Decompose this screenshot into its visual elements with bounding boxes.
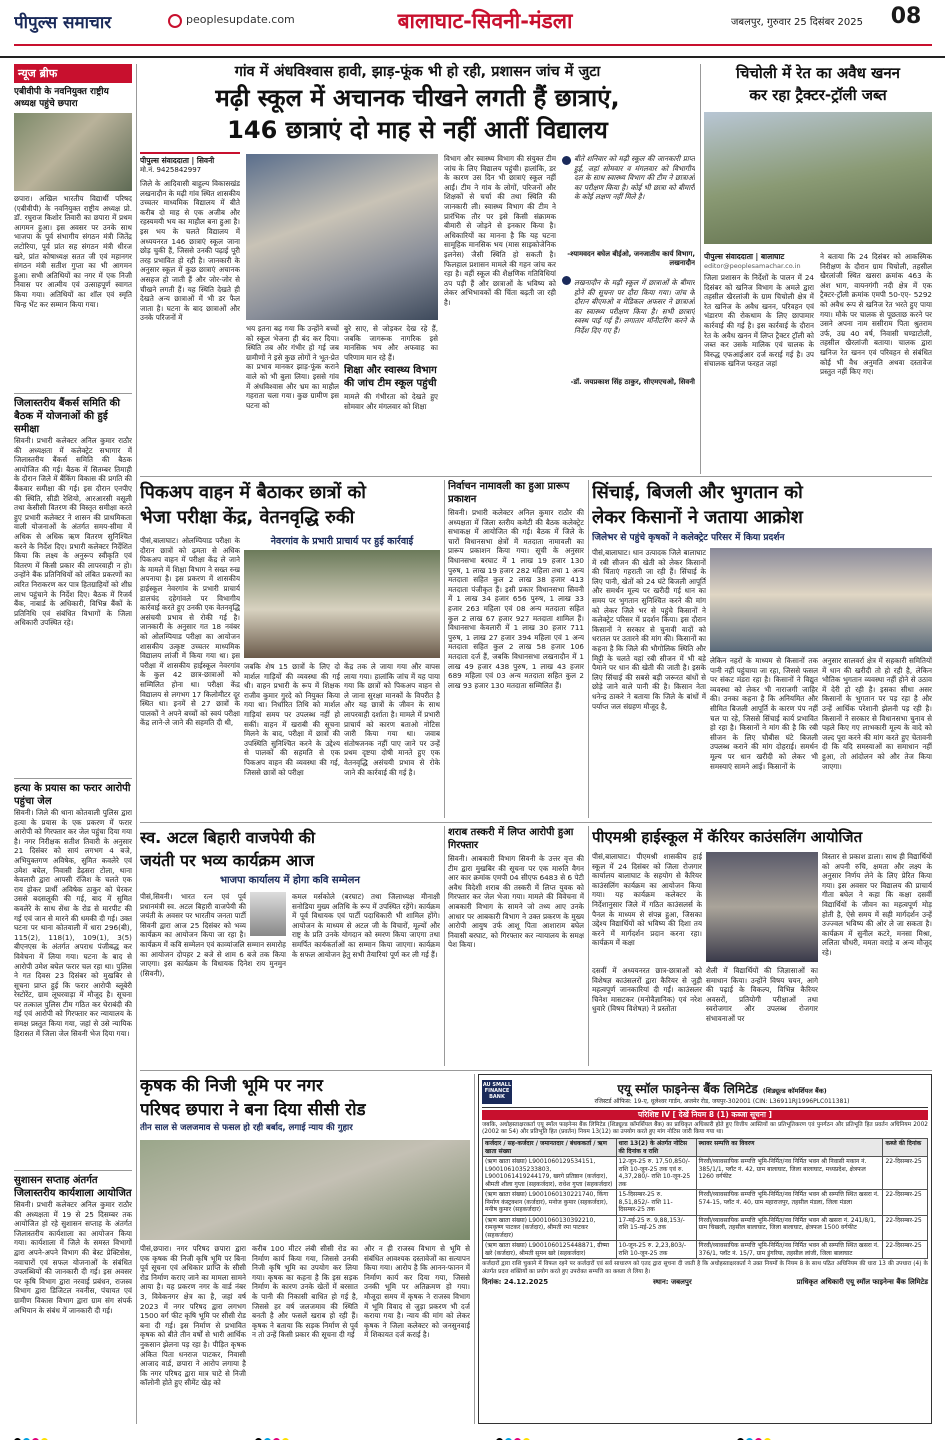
bank-footer: कर्जदारों द्वारा राशि चुकाने में विफल रहने पर कर्जदारों एवं सर्व साधारण को एतद द्वारा सूचना दी जाती है कि अधोहस्ताक्षरकर्ता ने उक्त नियमों के नियम 8 के साथ पठित अधिनियम की धारा 13 की उपधारा (4) के अंतर्गत प्रदत्त शक्तियों का प्रयोग करते हुए उपरोक्त सम्पत्ति का कब्जा ले लिया है। [482, 1261, 928, 1275]
road-headline-2: परिषद छपारा ने बना दिया सीसी रोड [140, 1100, 366, 1120]
lead-story [140, 62, 695, 472]
pickup-photo [244, 550, 440, 658]
table-cell: गिरवी/व्यावसायिक सम्पत्ति भूमि-निर्मित/नव निर्मित भवन श्री खसरा नं. 241/8/1, ग्राम चिखली, तहसील बालाघाट, जिला बालाघाट, क्षेत्रफल 1500 वर्गफीट [696, 1215, 883, 1241]
quote-icon [562, 276, 571, 285]
lead-mobile: मो.नं. 9425842997 [140, 166, 202, 174]
brief-2-headline: जिलास्तरीय बैंकर्स समिति की बैठक में योजनाओं की हुई समीक्षा [14, 393, 132, 436]
farmers-col-1: पीसं,बालाघाट। धान उत्पादक जिले बालाघाट में रबी सीजन की खेती को लेकर किसानों की चिंताएं गहराती जा रही हैं। सिंचाई के लिए पानी, खेतों को 24 घंटे बिजली आपूर्ति और समर्थन मूल्य पर खरीदी गई धान का समय पर भुगतान सुनिश्चित करने की मांग को लेकर जिले भर से पहुंचे किसानों ने कलेक्ट्रेट परिसर में प्रदर्शन किया। इस दौरान किसानों ने सरकार से चुनावी वादों को धरातल पर उतारने की मांग की। किसानों का कहना है कि जिले की भौगोलिक स्थिति और मिट्टी के चलते यहां रबी सीजन में भी बड़े पैमाने पर धान की खेती की जाती है। इसके लिए सिंचाई की सबसे बड़ी जरूरत बांधों से छोड़े जाने वाले पानी की है। किसान नेता धनेन्द्र ठाकरे ने बताया कि जिले के बांधों में पर्याप्त जल संग्रहण मौजूद है, [592, 548, 706, 711]
tractor-story [704, 62, 932, 472]
pickup-col-2: जबकि शेष 15 छात्रों के लिए दो मार्शल गाड़ियों की व्यवस्था की गई थी। वाहन प्रभारी के रूप में शिक्षक राजीव कुमार गुरदे को नियुक्त किया गया था। निर्धारित तिथि को मार्शल गाड़ियां समय पर उपलब्ध नहीं हो सकीं। वाहन में खराबी की सूचना मिलने के बाद, परीक्षा में छात्रों की उपस्थिति सुनिश्चित करने के उद्देश्य से पालकों की सहमति से एक पिकअप वाहन की व्यवस्था की गई, जिससे छात्रों को परीक्षा [244, 662, 340, 777]
bank-signatory: प्राधिकृत अधिकारी एयू स्मॉल फाइनेन्स बैंक लिमिटेड [796, 1277, 928, 1286]
bank-logo: AU SMALL FINANCE BANK [482, 1080, 512, 1104]
table-cell: (ऋण खाता संख्या) L9001060130392210, रामकृष्ण पाटकर (कर्जदार), श्रीमती रमा पाटकर (सहकर्जदार) [483, 1215, 617, 1241]
table-cell: गिरवी/व्यावसायिक सम्पत्ति भूमि-निर्मित/नव निर्मित भवन श्री निवासी मकान नं. 385/1/1, प्लॉट नं. 42, ग्राम बालाघाट, जिला बालाघाट, मध्यप्रदेश, क्षेत्रफल 1260 वर्गफीट [696, 1157, 883, 1190]
table-cell: गिरवी/व्यावसायिक सम्पत्ति भूमि-निर्मित/नव निर्मित भवन श्री सम्पत्ति स्थित खसरा नं. 574-15, प्लॉट नं. 40, ग्राम महाराजपुर, तहसील मंडला, जिला मंडला [696, 1190, 883, 1216]
quote-2-text: लखनादौन के मढ़ी स्कूल में छात्राओं के बीमार होने की सूचना पर दौरा किया गया। जांच के दौरान बीएमओ व मेडिकल अफसर ने छात्राओं का स्वास्थ्य परीक्षण किया है। सभी छात्राएं स्वस्थ पाई गई हैं। लगातार मॉनीटरिंग करने के निर्देश दिए गए हैं। [574, 278, 695, 335]
liquor-headline: शराब तस्करी में लिप्त आरोपी हुआ गिरफ्तार [448, 827, 574, 851]
bank-notice [478, 1074, 932, 1424]
road-photo [140, 1140, 470, 1240]
farmers-photo [710, 548, 932, 652]
brief-4-headline: सुशासन सप्ताह अंतर्गत जिलास्तरीय कार्यशाला आयोजित [14, 1170, 132, 1200]
pmshri-col-3: शैली में विद्यार्थियों की जिज्ञासाओं का समाधान किया। उन्होंने विषय चयन, आगे की पढ़ाई के विकल्प, विभिन्न कैरियर अवसरों, प्रतियोगी परीक्षाओं तथा स्वरोजगार और उपलब्ध रोजगार संभावनाओं पर [706, 966, 818, 1023]
news-brief-tag: न्यूज ब्रीफ [14, 64, 132, 83]
brief-1-text: छपारा। अखिल भारतीय विद्यार्थी परिषद (एबीवीपी) के नवनियुक्त राष्ट्रीय अध्यक्ष प्रो. डॉ. रघुराज किशोर तिवारी का छपारा में प्रथम आगमन हुआ। इस अवसर पर उनके साथ भाजपा के पूर्व संभागीय संगठन मंत्री जितेंद्र लटोरिया, पूर्व प्रांत सह संगठन मंत्री धीरज खरे, प्रांत कोषाध्यक्ष सतत जी एवं महानगर संगठन मंत्री सतीश गुप्ता का भी आगमन हुआ। सभी अतिथियों का नगर में एक निजी निवास पर आत्मीय एवं उत्साहपूर्ण स्वागत किया गया। अतिथियों का शॉल एवं स्मृति चिन्ह भेंट कर सम्मान किया गया। [14, 194, 132, 309]
lead-headline-2: 146 छात्राएं दो माह से नहीं आतीं विद्यालय [227, 116, 608, 144]
lead-subhead: शिक्षा और स्वास्थ्य विभाग की जांच टीम स्कूल पहुंची [344, 365, 437, 389]
lead-col-1: जिले के आदिवासी बाहुल्य विकासखंड लखनादौन के मढ़ी गांव स्थित शासकीय उच्चतर माध्यमिक विद्यालय में बीते करीब दो माह से एक अजीब और रहस्यमयी भय का माहौल बना हुआ है। इस भय के चलते विद्यालय में अध्ययनरत 146 छात्राएं स्कूल जाना छोड़ चुकी हैं, जिससे उनकी पढ़ाई पूरी तरह प्रभावित हो रही है। जानकारी के अनुसार स्कूल में कुछ छात्राएं अचानक असहज हो जाती हैं और जोर-जोर से चीखने लगती हैं। यह स्थिति देखते ही देखते अन्य छात्राओं में भी डर फैल जाता है। घटना के बाद छात्राओं और उनके परिजनों में [140, 179, 240, 323]
tractor-headline-2: कर रहा ट्रैक्टर-ट्रॉली जब्त [749, 86, 887, 104]
bank-intro: जबकि, अधोहस्ताक्षरकर्ता एयू स्मॉल फाइनेन्स बैंक लिमिटेड (शिड्यूल्ड कॉमर्शियल बैंक) का प्राधिकृत अधिकारी होते हुए वित्तीय आस्तियों का प्रतिभूतिकरण एवं पुनर्गठन और प्रतिभूति हित प्रवर्तन अधिनियम 2002 (2002 का 54) और प्रतिभूति हित (प्रवर्तन) नियम 13(12) का उपयोग करते हुए मांग नोटिस जारी किया गया था। [482, 1122, 928, 1136]
table-cell: (ऋण खाता संख्या) L9001060125448871, ग्रीष्मा खरे (कर्जदार), श्रीमती सुमन खरे (सहकर्जदार) [483, 1241, 617, 1259]
table-row [483, 1215, 928, 1241]
lead-col-2: भय इतना बढ़ गया कि उन्होंने बच्चों को स्कूल भेजना ही बंद कर दिया। स्थिति तब और गंभीर हो गई जब ग्रामीणों ने इसे कुछ लोगों ने भूत-प्रेत का प्रभाव मानकर झाड़-फूंक कराने वाले को भी बुला लिया। इससे गांव में अंधविश्वास और भ्रम का माहौल गहराता चला गया। कुछ ग्रामीण इस घटना को [246, 324, 339, 410]
bank-title: एयू स्मॉल फाइनेन्स बैंक लिमिटेड [617, 1082, 758, 1096]
website-url: peoplesupdate.com [186, 13, 295, 26]
lead-col-4: विभाग और स्वास्थ्य विभाग की संयुक्त टीम जांच के लिए विद्यालय पहुंची। हालांकि, डर के कारण उस दिन भी छात्राएं स्कूल नहीं आईं। टीम ने गांव के लोगों, परिजनों और शिक्षकों से चर्चा की तथा स्थिति की जानकारी ली। स्वास्थ्य विभाग की टीम ने प्रारंभिक तौर पर इसे किसी संक्रामक बीमारी से जोड़ने से इनकार किया है। अधिकारियों का मानना है कि यह घटना सामूहिक मानसिक भय (मास साइकोजेनिक इलनेस) जैसी स्थिति हो सकती है। फिलहाल प्रशासन मामले की गहन जांच कर रहा है। वहीं स्कूल की शैक्षणिक गतिविधियां ठप पड़ी हैं और छात्राओं के भविष्य को लेकर अभिभावकों की चिंता बढ़ती जा रही है। [444, 154, 556, 307]
atal-col-1: पीसं,सिवनी। भारत रत्न एवं पूर्व प्रधानमंत्री स्व. अटल बिहारी वाजपेयी की जयंती के अवसर पर भारतीय जनता पार्टी सिवनी द्वारा आज 25 दिसंबर को भव्य कार्यक्रम का आयोजन किया जा रहा है। कार्यक्रम में कवि सम्मेलन एवं काव्यांजलि सम्मान समारोह का आयोजन दोपहर 2 बजे से शाम 6 बजे तक किया जाएगा। इस कार्यक्रम के विधायक दिनेश राय मुनमुन (सिवनी), [140, 892, 286, 978]
table-cell: 22-दिसम्बर-25 [883, 1215, 928, 1241]
liquor-story [448, 826, 584, 1066]
table-cell: 17-मई-25 रु. 9,88,153/- राशि 15-मई-25 तक [616, 1215, 696, 1241]
road-story [140, 1074, 470, 1424]
table-cell: 12-जून-25 रु. 17,50,850/- राशि 10-जून-25 तक एवं रु. 4,37,280/- राशि 10-जून-25 तक [616, 1157, 696, 1190]
pickup-col-3: केंद्र तक ले जाया गया और वापस लाया गया। हालांकि जांच में यह पाया गया कि छात्रों को पिकअप वाहन से ले जाना सुरक्षा मानकों के विपरीत है और यह छात्रों के जीवन के साथ लापरवाही दर्शाता है। मामले में प्रभारी प्राचार्य को कारण बताओ नोटिस जारी किया गया था। जवाब संतोषजनक नहीं पाए जाने पर उन्हें प्रथम दृष्टया दोषी मानते हुए एक वेतनवृद्धि असंचयी प्रभाव से रोके जाने की कार्रवाई की गई है। [344, 662, 440, 777]
lead-kicker: गांव में अंधविश्वास हावी, झाड़-फूंक भी हो रही, प्रशासन जांच में जुटा [234, 64, 601, 80]
brief-1-headline: एबीवीपी के नवनियुक्त राष्ट्रीय अध्यक्ष पहुंचे छपारा [14, 87, 109, 109]
bank-table [482, 1138, 928, 1259]
road-headline-1: कृषक की निजी भूमि पर नगर [140, 1076, 323, 1096]
farmers-col-3: अनुसार सालवर्रा क्षेत्र में सहकारी समितियों में धान की खरीदी तो हो रही है, लेकिन भौतिक भुगतान व्यवस्था नहीं होने से उठाव में देरी हो रही है। इसका सीधा असर किसानों के भुगतान पर पड़ रहा है और उन्हें आर्थिक परेशानी झेलनी पड़ रही है। किसानों ने सरकार से विधानसभा चुनाव से पहले किए गए लाभकारी मूल्य के वादे को जल्द पूरा करने की मांग करते हुए चेतावनी दी कि यदि समस्याओं का समाधान नहीं हुआ, तो आंदोलन को और तेज किया जाएगा। [822, 656, 932, 771]
farmers-headline-2: लेकर किसानों ने जताया आक्रोश [592, 507, 803, 528]
newspaper-logo: पीपुल्स समाचार [14, 13, 112, 33]
table-row [483, 1241, 928, 1259]
pmshri-headline: पीएमश्री हाईस्कूल में कॅरियर काउंसलिंग आयोजित [592, 828, 863, 846]
table-header: स्थावर सम्पत्ति का विवरण [696, 1139, 883, 1157]
news-brief-column [14, 64, 132, 1424]
section-title: बालाघाट-सिवनी-मंडला [397, 9, 573, 33]
farmers-subhead: जिलेभर से पहुंचे कृषकों ने कलेक्ट्रेट परिसर में किया प्रदर्शन [592, 533, 785, 543]
bank-annex: परिशिष्ट IV [ देखें नियम 8 (1) कब्जा सूचना ] [482, 1110, 928, 1120]
atal-portrait [250, 892, 286, 936]
tractor-photo [704, 112, 932, 244]
liquor-text: सिवनी। आबकारी विभाग सिवनी के उत्तर वृत्त की टीम द्वारा मुखबिर की सूचना पर एक मारुति वैगन आर कार क्रमांक एमपी 04 सीएफ 6483 से 6 पेटी अवैध विदेशी शराब की तस्करी में लिप्त युवक को गिरफ्तार कर जेल भेजा गया। मामले की विवेचना में आबकारी विभाग के सामने जो तथ्य आए उनके आधार पर आबकारी विभाग ने उक्त प्रकरण के मुख्य आरोपी आयुष उर्फ आशू पिता आशाराम बघेल निवासी बरघाट, को गिरफ्तार कर न्यायालय के समक्ष पेश किया। [448, 854, 584, 950]
bank-title-suffix: (शिड्यूल्ड कॉमर्शियल बैंक) [762, 1087, 827, 1095]
table-header: कब्जे की दिनांक [883, 1139, 928, 1157]
voter-headline: निर्वाचन नामावली का हुआ प्रारूप प्रकाशन [448, 481, 570, 505]
atal-headline-2: जयंती पर भव्य कार्यक्रम आज [140, 851, 315, 870]
table-cell: 22-दिसम्बर-25 [883, 1157, 928, 1190]
table-cell: गिरवी/व्यावसायिक सम्पत्ति भूमि-निर्मित/नव निर्मित भवन श्री सम्पत्ति स्थित खसरा नं. 376/1, प्लॉट नं. 15/7, ग्राम डुंगरिया, तहसील लांजी, जिला बालाघाट [696, 1241, 883, 1259]
masthead [0, 0, 945, 58]
table-cell: 22-दिसम्बर-25 [883, 1241, 928, 1259]
road-col-3: और न ही राजस्व विभाग से भूमि से संबंधित आवश्यक दस्तावेजों का सत्यापन किया गया। आरोप है कि आनन-फानन में निर्माण कार्य कर दिया गया, जिससे उनकी भूमि पर अतिक्रमण हो गया। मौजूदा समय में कृषक ने राजस्व विभाग में भूमि विवाद से जुड़ा प्रकरण भी दर्ज कराया गया है। न्याय की मांग को लेकर कृषक ने जिला कलेक्टर को जनसुनवाई में शिकायत दर्ज कराई है। [364, 1244, 470, 1340]
pickup-headline-1: पिकअप वाहन में बैठाकर छात्रों को [140, 482, 366, 503]
brief-1-photo [14, 113, 132, 191]
tractor-byline: पीपुल्स संवाददाता | बालाघाट [704, 252, 785, 261]
brief-2-text: सिवनी। प्रभारी कलेक्टर अनिल कुमार राठौर की अध्यक्षता में कलेक्ट्रेट सभागार में जिलास्तरीय बैंकर्स समिति की बैठक आयोजित की गई। बैठक में सितम्बर तिमाही के दौरान जिले में बैंकिंग विकास की प्रगति की बैंकवार समीक्षा की गई। इस दौरान एनपीए की स्थिति, सीडी रेशियो, आरआरसी वसूली तथा केसीसी वितरण की विस्तृत समीक्षा करते हुए प्रभारी कलेक्टर ने शासन की प्राथमिकता वाली योजनाओं के अंतर्गत समय-सीमा में अधिक से अधिक ऋण वितरण सुनिश्चित करने के निर्देश दिए। प्रभारी कलेक्टर निर्देशित किया कि लक्ष्य के अनुरूप स्वीकृति एवं वितरण में किसी प्रकार की लापरवाही न हो। उन्होंने बैंक प्रतिनिधियों को लंबित प्रकरणों का त्वरित निराकरण कर पात्र हितग्राहियों को शीघ्र लाभ पहुंचाने के निर्देश दिए। बैठक में रिजर्व बैंक, नाबार्ड के अधिकारी, विभिन्न बैंकों के प्रतिनिधि एवं संबंधित विभागों के जिला अधिकारी उपस्थित रहे। [14, 436, 132, 628]
issue-date: जबलपुर, गुरुवार 25 दिसंबर 2025 [730, 17, 863, 28]
lead-col-3: बुरे साए, से जोड़कर देख रहे हैं, जबकि जागरूक नागरिक इसे मानसिक भय और अफवाह का परिणाम मान रहे हैं। [344, 324, 438, 362]
brief-3-headline: हत्या के प्रयास का फरार आरोपी पहुंचा जेल [14, 778, 132, 808]
bank-place: स्थान: जबलपुर [652, 1277, 692, 1286]
lead-photo [246, 154, 438, 320]
table-cell: 15-दिसम्बर-25 रु. 8,51,852/- राशि 11-दिसम्बर-25 तक [616, 1190, 696, 1216]
tractor-headline-1: चिचोली में रेत का अवैध खनन [736, 64, 900, 82]
pickup-story [140, 480, 440, 818]
page-number: 08 [890, 4, 922, 29]
brief-3-text: सिवनी। जिले की थाना कोतवाली पुलिस द्वारा हत्या के प्रयास के एक प्रकरण में फरार आरोपी को गिरफ्तार कर जेल पहुंचा दिया गया है। नगर निरीक्षक सतीश तिवारी के अनुसार 21 दिसंबर को सायं लगभग 4 बजे, अभियुक्तगण अविषेक, सुमित कवलेरे एवं उमेश बघेल, निवासी डेढ़सरा टोला, थाना केवलारी द्वारा आपसी रंजिश के चलते एक राय होकर प्रार्थी अविषेक ठाकुर को घेरकर उससे बदसलूकी की गई, बाद में सुमित कवलेरे के साथ सेंधा के रोड से मारपीट की गई एवं जान से मारने की धमकी दी गई। उक्त घटना पर थाना कोतवाली में धारा 296(बी), 115(2), 118(1), 109(1), 3(5) बीएनएस के अंतर्गत अपराध पंजीबद्ध कर विवेचना में लिया गया। घटना के बाद से आरोपी उमेश बघेल फरार चल रहा था। पुलिस ने गत दिवस 23 दिसंबर को मुखबिर से सूचना प्राप्त हुई कि फरार आरोपी ब्लूबेरी रेस्टोरेंट, ग्राम लूघरवाड़ा में मौजूद है। सूचना पर तत्काल पुलिस टीम गठित कर घेराबंदी की गई एवं आरोपी को गिरफ्तार कर न्यायालय के समक्ष प्रस्तुत किया गया, जहां से उसे न्यायिक हिरासत में जिला जेल सिवनी भेज दिया गया। [14, 808, 132, 1038]
globe-icon [168, 14, 182, 28]
quote-1-text: बीते शनिवार को मढ़ी स्कूल की जानकारी प्राप्त हुई, जहां सोमवार व मंगलवार को विभागीय दल के साथ स्वास्थ्य विभाग की टीम ने छात्राओं का परीक्षण किया है। कोई भी छात्रा को बीमारी के कोई लक्षण नहीं मिले है। [574, 154, 695, 202]
quote-2-author: -डॉ. जयप्रकाश सिंह ठाकुर, सीएमएचओ, सिवनी [570, 378, 695, 386]
pmshri-col-1: पीसं,बालाघाट। पीएमश्री शासकीय हाई स्कूल में 24 दिसंबर को जिला रोजगार कार्यालय बालाघाट के सहयोग से कैरियर काउंसलिंग कार्यक्रम का आयोजन किया गया। यह कार्यक्रम कलेक्टर के निर्देशानुसार जिले में गठित काउंसलर्स के पैनल के माध्यम से संपन्न हुआ, जिसका उद्देश्य विद्यार्थियों को भविष्य की दिशा तय करने में मार्गदर्शन प्रदान करना रहा। कार्यक्रम में कक्षा [592, 852, 702, 948]
farmers-story [592, 480, 932, 818]
table-cell: 10-जून-25 रु. 2,23,803/- राशि 10-जून-25 तक [616, 1241, 696, 1259]
pmshri-col-2: दसवीं में अध्ययनरत छात्र-छात्राओं को विशेषज्ञ काउंसलरों द्वारा कैरियर से जुड़ी महत्वपूर्ण जानकारियां दी गईं। काउंसलर चिनेश मासटकर (मनोवैज्ञानिक) एवं नरेश धुवारे (विषय विशेषज्ञ) ने प्रस्तोता [592, 966, 702, 1014]
road-col-2: करीब 100 मीटर लंबी सीसी रोड का निर्माण कार्य किया गया, जिससे उनकी निजी कृषि भूमि का उपयोग कर लिया गया। कृषक का कहना है कि इस सड़क निर्माण के कारण उनके खेतों में बरसात के पानी की निकासी बाधित हो गई है, जिससे हर वर्ष जलजमाव की स्थिति बनती है और फसलें खराब हो रही हैं। कृषक ने बताया कि सड़क निर्माण से पूर्व न तो उन्हें किसी प्रकार की सूचना दी गई [252, 1244, 358, 1340]
pickup-headline-2: भेजा परीक्षा केंद्र, वेतनवृद्धि रुकी [140, 507, 355, 528]
lead-headline-1: मढ़ी स्कूल में अचानक चीखने लगती हैं छात्राएं, [215, 84, 620, 112]
quote-icon [562, 156, 571, 165]
voter-list-story [448, 480, 584, 818]
road-col-1: पीसं,छपारा। नगर परिषद छपारा द्वारा एक कृषक की निजी कृषि भूमि पर बिना पूर्व सूचना एवं अधिकार प्राप्ति के सीसी रोड निर्माण कराए जाने का मामला सामने आया है। यह प्रकरण नगर के वार्ड नंबर 3, विवेकनगर क्षेत्र का है, जहां वर्ष 2023 में नगर परिषद द्वारा लगभग 1500 वर्ग फीट कृषि भूमि पर सीसी रोड बना दी गई। इस निर्माण से प्रभावित कृषक को बीते तीन वर्षों से भारी आर्थिक नुकसान झेलना पड़ रहा है। पीड़ित कृषक अंकित पिता धनराज पाटकर, निवासी आजाद वार्ड, छपारा ने आरोप लगाया है कि नगर परिषद द्वारा मात्र चाटे से निजी कॉलोनी होते हुए सीमेंट खेड़ को [140, 1244, 246, 1388]
table-cell: (ऋण खाता संख्या) L9001060130221740, किंगा निर्माण कंस्ट्रक्शन (कर्जदार), मनोज कुमार (सहकर्जदार), मनीष कुमार (सहकर्जदार) [483, 1190, 617, 1216]
pickup-col-1: पीसं,बालाघाट। ओलम्पियाड परीक्षा के दौरान छात्रों को ढ़मता से अधिक पिकअप वाहन में परीक्षा केंद्र ले जाने के मामले में शिक्षा विभाग ने सख्त रुख अपनाया है। इस प्रकरण में शासकीय हाईस्कूल नेवरगांव के प्रभारी प्राचार्य डालचंद दहेगांवले पर विभागीय कार्रवाई करते हुए उनकी एक वेतनवृद्धि असंचयी प्रभाव से रोकी गई है। जानकारी के अनुसार गत 18 नवंबर को ओलम्पियाड परीक्षा का आयोजन शासकीय उत्कृष्ट उच्चतर माध्यमिक विद्यालय लांजी में किया गया था। इस परीक्षा में शासकीय हाईस्कूल नेवरगांव के कुल 42 छात्र-छात्राओं को सम्मिलित होना था। परीक्षा केंद्र विद्यालय से लगभग 17 किलोमीटर दूर स्थित था। इनमें से 27 छात्रों के पालकों ने अपने बच्चों को स्वयं परीक्षा केंद्र लाने-ले जाने की सहमति दी थी, [140, 536, 240, 728]
voter-text: सिवनी। प्रभारी कलेक्टर अनिल कुमार राठौर की अध्यक्षता में जिला स्तरीय कमेटी की बैठक कलेक्ट्रेट सभाकक्ष में आयोजित की गई। बैठक में जिले के चारों विधानसभा क्षेत्रों में मतदाता नामावली का प्रारूप प्रकाशन किया गया। सूची के अनुसार विधानसभा बरघाट में 1 लाख 19 हजार 130 पुरुष, 1 लाख 19 हजार 282 महिला तथा 1 अन्य मतदाता सहित कुल 2 लाख 38 हजार 413 मतदाता पंजीकृत हैं। इसी प्रकार विधानसभा सिवनी में 1 लाख 34 हजार 656 पुरुष, 1 लाख 33 हजार 263 महिला एवं 08 अन्य मतदाता सहित कुल 2 लाख 67 हजार 927 मतदाता शामिल हैं। विधानसभा केवलारी में 1 लाख 30 हजार 711 पुरुष, 1 लाख 27 हजार 394 महिला एवं 1 अन्य मतदाता सहित कुल 2 लाख 58 हजार 106 मतदाता दर्ज हैं, जबकि विधानसभा लखनादौन में 1 लाख 49 हजार 438 पुरुष, 1 लाख 43 हजार 689 महिला एवं 03 अन्य मतदाता सहित कुल 2 लाख 93 हजार 130 मतदाता सम्मिलित हैं। [448, 508, 584, 690]
quote-1-author: -श्यामवदन बघेल बीईओ, जनजातीय कार्य विभाग, लखनादौन [567, 250, 695, 267]
table-cell: 22-दिसम्बर-25 [883, 1190, 928, 1216]
brief-4-text: सिवनी। प्रभारी कलेक्टर अनिल कुमार राठौर की अध्यक्षता में 19 से 25 दिसम्बर तक आयोजित हो रहे सुशासन सप्ताह के अंतर्गत जिलास्तरीय कार्यशाला का आयोजन किया गया। कार्यशाला में जिले के समस्त विभागों द्वारा अपने-अपने विभाग की बेस्ट प्रेक्टिसेस, नवाचारों एवं सफल योजनाओं के संबंधित उपलब्धियों की जानकारी दी गई। इस अवसर पर कृषि विभाग द्वारा नरवाई प्रबंधन, राजस्व विभाग द्वारा डिजिटल नवनीस, पंचायत एवं ग्रामीण विकास विभाग द्वारा ग्राम संग संपर्क अभियान के संबंध में जानकारी दी गई। [14, 1200, 132, 1315]
table-header: धारा 13(2) के अंतर्गत नोटिस की दिनांक व राशि [616, 1139, 696, 1157]
pickup-subhead: नेवरगांव के प्रभारी प्राचार्य पर हुई कार्रवाई [270, 536, 414, 547]
table-cell: (ऋण खाता संख्या) L9001060129534151, L9001061035233803, L9001061419244179, खरगे प्रतिष्ठान (कर्जदार), श्रीमती शीला गुप्ता (सहकर्जदार), राधेश गुप्ता (सहकर्जदार) [483, 1157, 617, 1190]
bank-address: रजिस्टर्ड ऑफिस: 19-ए, धूलेश्वर गार्डन, अजमेर रोड, जयपुर-302001 (CIN: L36911RJ1996PLC011381) [594, 1098, 850, 1105]
atal-story [140, 826, 440, 1066]
table-header: कर्जदार / सह-कर्जदार / जमानतदार / बंधककर्ता / ऋण खाता संख्या [483, 1139, 617, 1157]
atal-headline-1: स्व. अटल बिहारी वाजपेयी की [140, 828, 316, 847]
registration-marks [14, 1430, 932, 1440]
lead-col-3-cont: मामले की गंभीरता को देखते हुए सोमवार और मंगलवार को शिक्षा [344, 392, 438, 411]
atal-col-2: कमल मर्सकोले (बरघाट) तथा जिलाध्यक्ष मीनाक्षी सनोडिया मुख्य अतिथि के रूप में उपस्थित रहेंगे। कार्यक्रम में पूर्व विधायक एवं पार्टी पदाधिकारी भी शामिल होंगे। आयोजन के माध्यम से अटल जी के विचारों, मूल्यों और राष्ट्र के प्रति उनके योगदान को स्मरण किया जाएगा तथा समर्पित कार्यकर्ताओं का सम्मान किया जाएगा। कार्यक्रम के सफल आयोजन हेतु सभी तैयारियां पूर्ण कर ली गई हैं। [292, 892, 440, 959]
tractor-col-2: ने बताया कि 24 दिसंबर को आकस्मिक निरीक्षण के दौरान ग्राम चिचोली, तहसील खैरलांजी स्थित खसरा क्रमांक 463 के अंश भाग, वायनगंगी नदी क्षेत्र में एक ट्रैक्टर-ट्रॉली क्रमांक एमपी 50-एए- 5292 को अवैध रूप से खनिज रेत भरते हुए पाया गया। मौके पर चालक से पूछताछ करने पर उसने अपना नाम ससीराम पिता श्रुतराम उर्फ, उम्र 40 वर्ष, निवासी चण्डाटोली, तहसील खैरलांजी बताया। चालक द्वारा खनिज रेत खनन एवं परिवहन से संबंधित कोई भी वैध अनुमति अथवा दस्तावेज प्रस्तुत नहीं किए गए। [820, 252, 932, 377]
road-subhead: तीन साल से जलजमाव से फसल हो रही बर्बाद, लगाई न्याय की गुहार [140, 1123, 353, 1133]
table-row [483, 1157, 928, 1190]
pmshri-col-4: विस्तार से प्रकाश डाला। साथ ही विद्यार्थियों को अपनी रुचि, क्षमता और लक्ष्य के अनुसार निर्णय लेने के लिए प्रेरित किया गया। इस अवसर पर विद्यालय की प्राचार्य गीता बघेल ने कहा कि कक्षा दसवीं विद्यार्थियों के जीवन का महत्वपूर्ण मोड़ होती है, ऐसे समय में सही मार्गदर्शन उन्हें उज्ज्वल भविष्य की ओर ले जा सकता है। कार्यक्रम में सुनील कटरे, मनसा मिश्रा, ललिता चौधरी, ममता वराड़े व अन्य मौजूद रहे। [822, 852, 932, 957]
table-row [483, 1190, 928, 1216]
bank-date: दिनांक: 24.12.2025 [482, 1277, 549, 1286]
masthead-rule [14, 44, 932, 46]
pmshri-photo [706, 852, 818, 962]
pmshri-story [592, 826, 932, 1066]
lead-byline: पीपुल्स संवाददाता | सिवनी [140, 152, 240, 166]
tractor-email: editor@peoplesamachar.co.in [704, 262, 801, 270]
tractor-col-1: जिला प्रशासन के निर्देशों के पालन में 24 दिसंबर को खनिज विभाग के अमले द्वारा तहसील खैरलांजी के ग्राम चिचोली क्षेत्र में रेत खनिज के अवैध खनन, परिवहन एवं भंडारण की रोकथाम के लिए छापामार कार्रवाई की गई है। इस कार्रवाई के दौरान रेत के अवैध खनन में लिप्त ट्रैक्टर ट्रॉली को जब्त कर उसके मालिक एवं चालक के विरुद्ध एफआईआर दर्ज कराई गई है। उप संचालक खनिज फरहत जहां [704, 273, 814, 369]
farmers-headline-1: सिंचाई, बिजली और भुगतान को [592, 482, 803, 503]
atal-subhead: भाजपा कार्यालय में होगा कवि सम्मेलन [220, 875, 360, 886]
farmers-col-2: लेकिन नहरों के माध्यम से किसानों तक पानी नहीं पहुंचाया जा रहा, जिससे फसल पर संकट मंडरा रहा है। किसानों ने विद्युत व्यवस्था को लेकर भी नाराजगी जाहिर की। उनका कहना है कि अनियमित और सीमित बिजली आपूर्ति के कारण पंप नहीं चल पा रहे, जिससे सिंचाई कार्य प्रभावित हो रहा है। किसानों ने मांग की है कि रबी सीजन के लिए चौबीस घंटे बिजली उपलब्ध कराने की मांग दोहराई। समर्थन मूल्य पर धान खरीदी को लेकर भी समस्याएं सामने आई। किसानों के [710, 656, 818, 771]
